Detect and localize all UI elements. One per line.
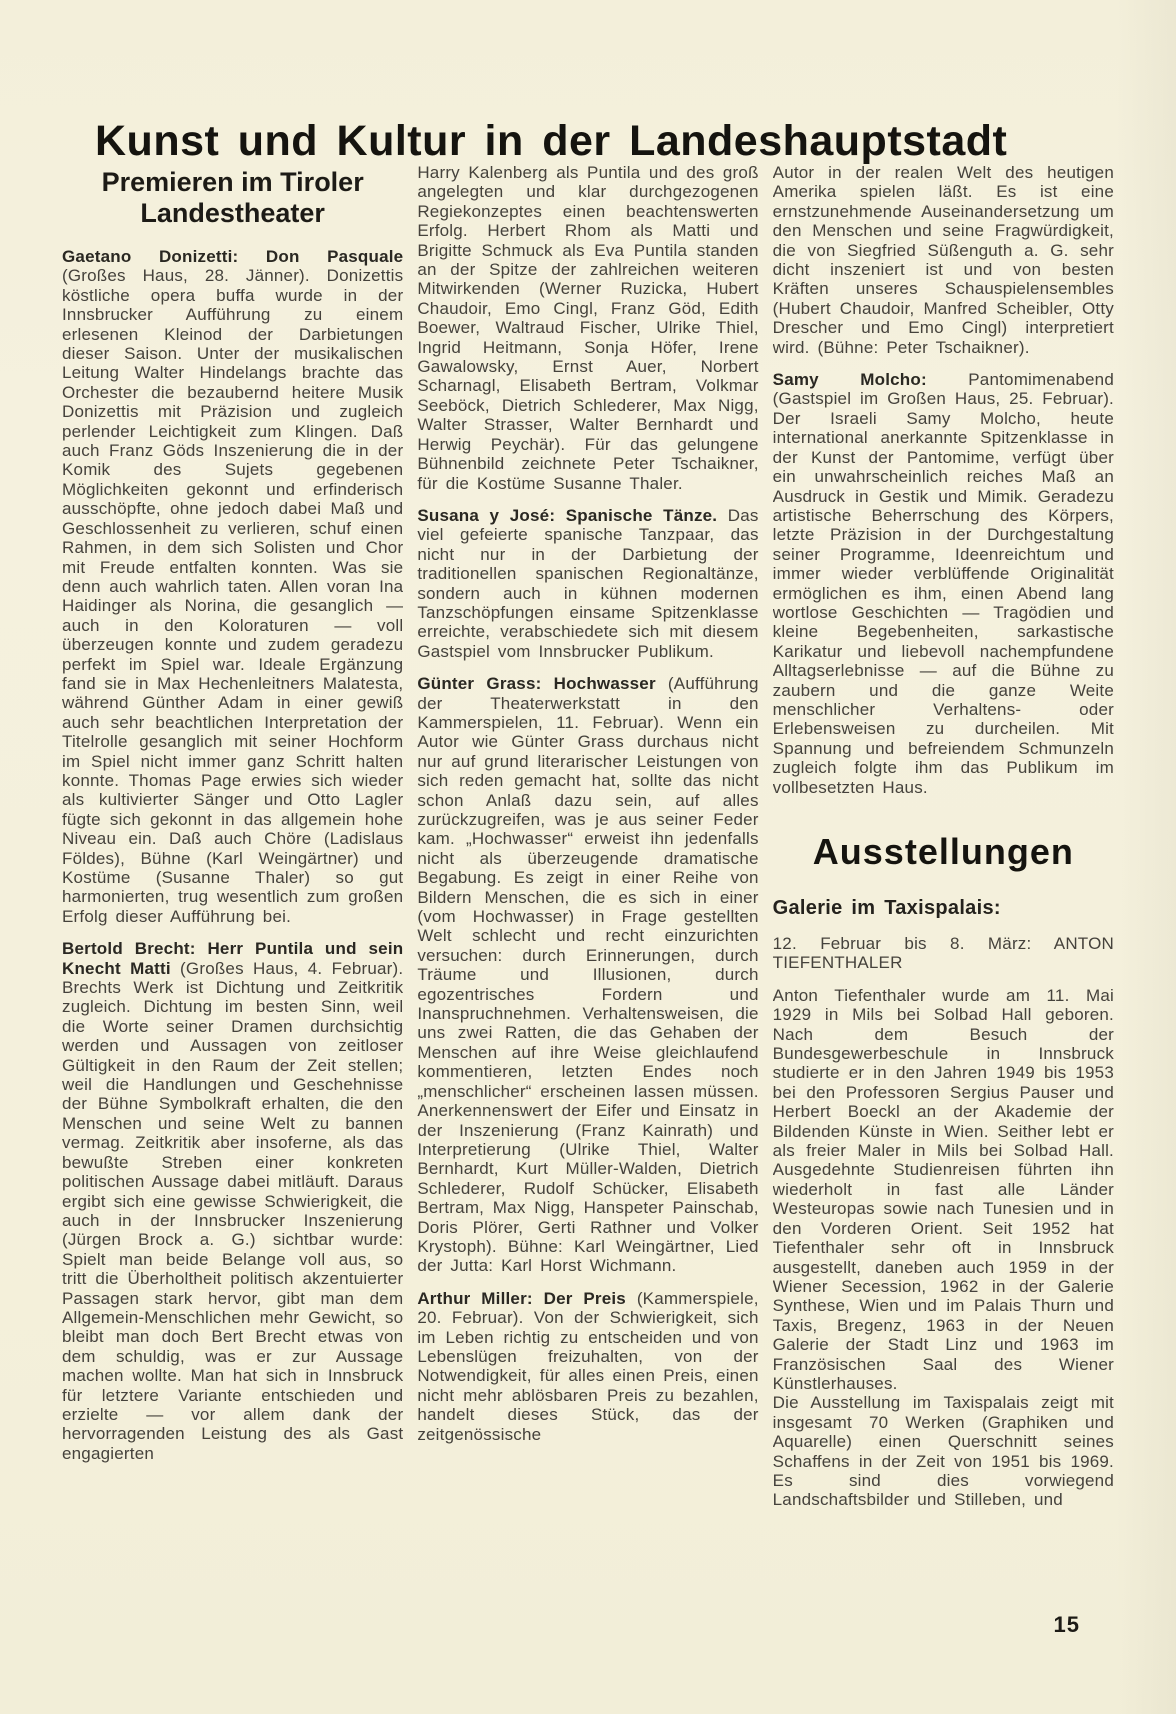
paragraph-text-exhibition-info: Die Ausstellung im Taxispalais zeigt mit insgesamt 70 Werken (Graphiken und Aquarelle) einen Querschnitt seines Schaffens in der Zeit von 1951 bis 1969. Es sind dies vorwiegend Landschaftsbilder und Stilleben, und [772,1393,1114,1510]
paragraph-text-donizetti: (Großes Haus, 28. Jänner). Donizettis köstliche opera buffa wurde in der Innsbrucker Aufführung zu einem erlesenen Kleinod der Darbietungen dieser Saison. Unter der musikalischen Leitung Walter Hindelangs brachte das Orchester die bezaubernd heitere Musik Donizettis mit Präzision und zugleich perlender Leichtigkeit zum Klingen. Daß auch Franz Göds Inszenierung die in der Komik des Sujets gegebenen Möglichkeiten gekonnt und erfinderisch ausschöpfte, ohne jedoch dabei Maß und Geschlossenheit zu verlieren, schuf einen Rahmen, in dem sich Solisten und Chor mit Freude entfalten konnten. Was sie denn auch wahrlich taten. Allen voran Ina Haidinger als Norina, die gesanglich — auch in den Koloraturen — voll überzeugen konnte und zudem geradezu perfekt im Spiel war. Ideale Ergänzung fand sie in Max Hechenleitners Malatesta, während Günther Adam in einer gewiß auch sehr beachtlichen Interpretation der Titelrolle gesanglich mit seiner Hochform im Spiel nicht immer ganz Schritt halten konnte. Thomas Page erwies sich wieder als kultivierter Sänger und Otto Lagler fügte sich gekonnt in das allgemein hohe Niveau ein. Daß auch Chöre (Ladislaus Földes), Bühne (Karl Weingärtner) und Kostüme (Susanne Thaler) so gut harmonierten, trug wesentlich zum großen Erfolg dieser Aufführung bei. [62,266,404,926]
paragraph-miller [417,1289,758,1444]
column-premieren [62,163,403,1663]
paragraph-lead-donizetti: Gaetano Donizetti: Don Pasquale [62,247,404,266]
page-number: 15 [1053,1612,1080,1637]
paragraph-text-exhibit-dates: 12. Februar bis 8. März: ANTON TIEFENTHALER [772,934,1114,973]
paragraph-exhibit-dates [773,934,1114,973]
paragraph-tiefenthaler-bio [773,986,1114,1394]
article-columns [62,163,1114,1663]
paragraph-lead-molcho: Samy Molcho: [772,370,927,390]
paragraph-text-brecht-continued: Harry Kalenberg als Puntila und des groß angelegten und klar durchgezogenen Regiekonzeptes einen beachtenswerten Erfolg. Herbert Rhom als Matti und Brigitte Schmuck als Eva Puntila standen an der Spitze der zahlreichen weiteren Mitwirkenden (Werner Ruzicka, Hubert Chaudoir, Emo Cingl, Franz Göd, Edith Boewer, Waltraud Fischer, Ulrike Thiel, Ingrid Heitmann, Sonja Höfer, Irene Gawalowsky, Ernst Auer, Norbert Scharnagl, Elisabeth Bertram, Volkmar Seeböck, Dietrich Schlederer, Max Nigg, Walter Strasser, Walter Bernhardt und Herwig Peychär). Für das gelungene Bühnenbild zeichnete Peter Tschaikner, für die Kostüme Susanne Thaler. [417,163,759,493]
column-middle [417,163,758,1663]
paragraph-brecht-continued [417,163,758,493]
paragraph-lead-brecht: Bertold Brecht: Herr Puntila und sein Knecht Matti [62,939,404,978]
paragraph-lead-grass: Günter Grass: Hochwasser [417,674,656,694]
paragraph-molcho [773,370,1114,797]
paragraph-susana-y-jose [417,506,758,661]
paragraph-exhibition-info [773,1393,1114,1509]
paragraph-text-susana: Das viel gefeierte spanische Tanzpaar, das nicht nur in der Darbietung der traditionellen spanischen Regionaltänze, sondern auch in kühnen modernen Tanzschöpfungen einsame Spitzenklasse erreichte, verabschiedete sich mit diesem Gastspiel vom Innsbrucker Publikum. [417,505,759,661]
paragraph-text-molcho: Pantomimenabend (Gastspiel im Großen Haus, 25. Februar). Der Israeli Samy Molcho, heute international anerkannte Spitzenklasse in der Kunst der Pantomime, verfügt über ein unwahrscheinlich reiches Maß an Ausdruck in Gestik und Mimik. Geradezu artistische Beherrschung des Körpers, letzte Präzision in der Durchgestaltung seiner Programme, Ideenreichtum und immer wieder verblüffende Originalität ermöglichen es ihm, einen Abend lang wortlose Geschichten — Tragödien und kleine Begebenheiten, sarkastische Karikatur und liebevoll nachempfundene Alltagserlebnisse — auf die Bühne zu zaubern und die ganze Weite menschlicher Verhaltens- oder Erlebensweisen zu durcheilen. Mit Spannung und befreiendem Schmunzeln zugleich folgte ihm das Publikum im vollbesetzten Haus. [772,370,1114,797]
paragraph-text-miller: (Kammerspiele, 20. Februar). Von der Schwierigkeit, sich im Leben richtig zu entscheiden und von Lebenslügen freizuhalten, von der Notwendigkeit, für alles einen Preis, einen nicht mehr ablösbaren Preis zu bezahlen, handelt dieses Stück, das der zeitgenössische [417,1288,759,1444]
paragraph-brecht [62,939,403,1463]
paragraph-donizetti [62,247,403,926]
paragraph-text-brecht: (Großes Haus, 4. Februar). Brechts Werk ist Dichtung und Zeitkritik zugleich. Dichtung im besten Sinn, weil die Worte seiner Dramen durchsichtig werden und Aussagen von zeitloser Gültigkeit in den Raum der Zeit stellen; weil die Handlungen und Geschehnisse der Bühne Symbolkraft erhalten, die den Menschen und seine Welt zu bannen vermag. Zeitkritik aber insoferne, als das bewußte Streben einer konkreten politischen Aussage dabei mitläuft. Daraus ergibt sich eine gewisse Schwierigkeit, die auch in der Innsbrucker Inszenierung (Jürgen Brock a. G.) sichtbar wurde: Spielt man beide Belange voll aus, so tritt die Überholtheit politisch akzentuierter Passagen stark hervor, gibt man dem Allgemein-Menschlichen mehr Gewicht, so bleibt man doch Bert Brecht etwas von dem schuldig, was er zur Aussage machen wollte. Man hat sich in Innsbruck für letztere Variante entschieden und erzielte — vor allem dank der hervorragenden Leistung des als Gast engagierten [62,958,404,1463]
paragraph-lead-miller: Arthur Miller: Der Preis [417,1288,626,1308]
paragraph-grass [417,674,758,1276]
ausstellungen-heading: Ausstellungen [812,831,1074,872]
paragraph-text-grass: (Aufführung der Theaterwerkstatt in den Kammerspielen, 11. Februar). Wenn ein Autor wie Günter Grass durchaus nicht nur auf grund literarischer Leistungen von sich reden gemacht hat, sollte das nicht schon Anlaß dazu sein, auf alles zurückzugreifen, was je aus seiner Feder kam. „Hochwasser“ erweist ihn jedenfalls nicht als überzeugende dramatische Begabung. Es zeigt in einer Reihe von Bildern Menschen, die es sich in einer (vom Hochwasser) in Frage gestellten Welt schlecht und recht einzurichten versuchen: durch Erinnerungen, durch Träume und Illusionen, durch egozentrisches Fordern und Inanspruchnehmen. Verhaltensweisen, die uns zwei Ratten, die das Gehaben der Menschen auf ihre Weise gleichlaufend kommentieren, letzten Endes noch „menschlicher“ erscheinen lassen müssen. Anerkennenswert der Eifer und Einsatz in der Inszenierung (Franz Kainrath) und Interpretierung (Ulrike Thiel, Walter Bernhardt, Kurt Müller-Walden, Dietrich Schlederer, Rudolf Schücker, Elisabeth Bertram, Max Nigg, Hanspeter Painschab, Doris Plörer, Gerti Rathner und Volker Krystoph). Bühne: Karl Weingärtner, Lied der Jutta: Karl Horst Wichmann. [417,674,759,1276]
galerie-taxispalais-heading: Galerie im Taxispalais: [772,897,1001,919]
column-right [773,163,1114,1663]
premieren-heading: Premieren im Tiroler Landestheater [101,167,364,228]
paragraph-lead-susana: Susana y José: Spanische Tänze. [417,505,718,525]
paragraph-text-tiefenthaler-bio: Anton Tiefenthaler wurde am 11. Mai 1929 in Mils bei Solbad Hall geboren. Nach dem Besuch der Bundesgewerbeschule in Innsbruck studierte er in den Jahren 1949 bis 1953 bei den Professoren Sergius Pauser und Herbert Boeckl an der Akademie der Bildenden Künste in Wien. Seither lebt er als freier Maler in Mils bei Solbad Hall. Ausgedehnte Studienreisen führten ihn wiederholt in fast alle Länder Westeuropas sowie nach Tunesien und in den Vorderen Orient. Seit 1952 hat Tiefenthaler sehr oft in Innsbruck ausgestellt, daneben auch 1959 in der Wiener Secession, 1962 in der Galerie Synthese, Wien und im Palais Thurn und Taxis, Bregenz, 1963 in der Neuen Galerie der Stadt Linz und 1963 im Französischen Saal des Wiener Künstlerhauses. [772,985,1114,1393]
paragraph-miller-continued [773,163,1114,357]
page-title: Kunst und Kultur in der Landeshauptstadt [95,116,1008,165]
paragraph-text-miller-continued: Autor in der realen Welt des heutigen Amerika spielen läßt. Es ist eine ernstzunehmende Auseinandersetzung um den Menschen und seine Fragwürdigkeit, die von Siegfried Süßenguth a. G. sehr dicht inszeniert ist und von besten Kräften unseres Schauspielensembles (Hubert Chaudoir, Manfred Scheibler, Otty Drescher und Emo Cingl) interpretiert wird. (Bühne: Peter Tschaikner). [772,163,1114,357]
